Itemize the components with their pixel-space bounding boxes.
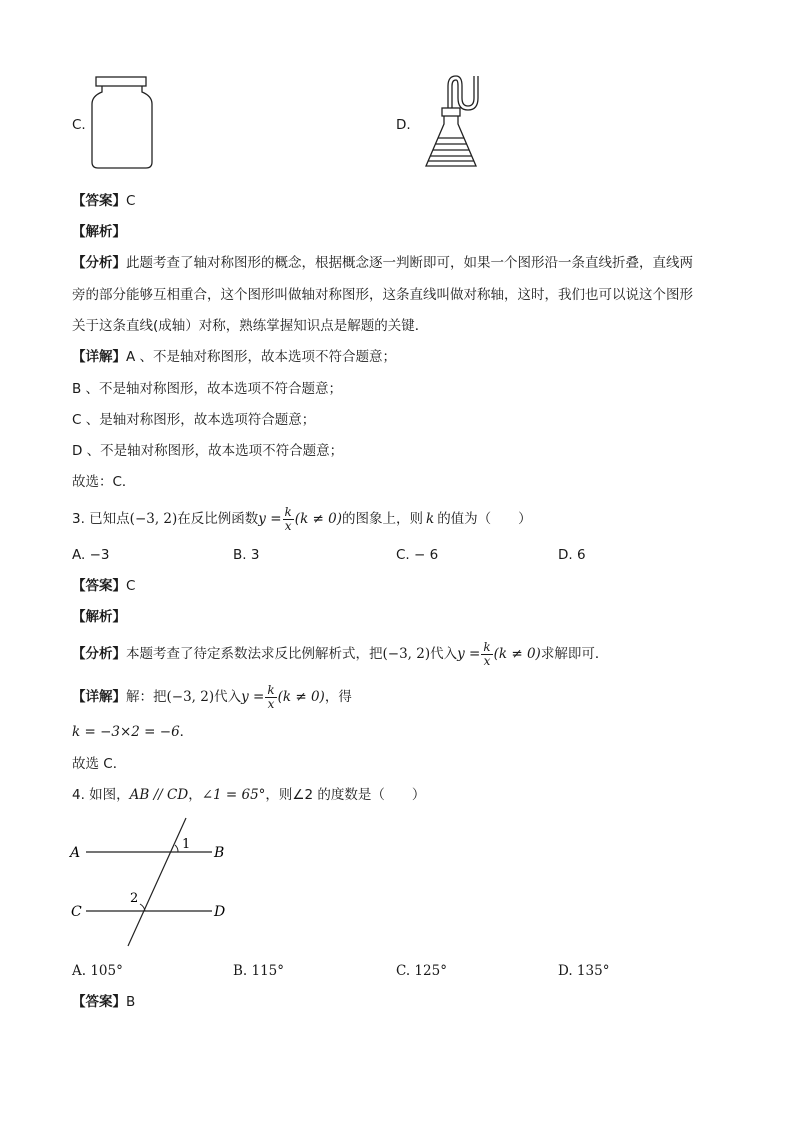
q4-option-b: B. 115° bbox=[233, 963, 285, 979]
q2-analysis-heading: 【解析】 bbox=[72, 224, 126, 240]
q2-detail-c: C 、是轴对称图形，故本选项符合题意； bbox=[72, 412, 316, 428]
q3-detail: 【详解】 解：把 (−3, 2) 代入 y = $\frac{k}{x}$ (k ≠ 0) ，得 bbox=[72, 682, 352, 711]
option-d-label: D. bbox=[396, 117, 411, 133]
label-a: A bbox=[70, 845, 81, 861]
label-1: 1 bbox=[182, 837, 191, 852]
label-2: 2 bbox=[130, 891, 139, 906]
q3-answer: 【答案】C bbox=[72, 578, 136, 594]
q3-analysis-heading: 【解析】 bbox=[72, 609, 126, 625]
q3-stem: 3. 已知点 (−3, 2) 在反比例函数 y = $\frac{k}{x}$ (k ≠ 0) 的图象上，则 k 的值为（ ） bbox=[72, 504, 532, 533]
q2-answer: 【答案】C bbox=[72, 193, 136, 209]
q2-fenxi-line3: 关于这条直线(成轴）对称，熟练掌握知识点是解题的关键． bbox=[72, 318, 429, 334]
flask-icon bbox=[422, 72, 492, 174]
q3-option-d: D. 6 bbox=[558, 547, 586, 563]
transversal bbox=[128, 818, 186, 946]
q2-detail-b: B 、不是轴对称图形，故本选项不符合题意； bbox=[72, 381, 343, 397]
q4-answer: 【答案】B bbox=[72, 994, 136, 1010]
q3-fenxi: 【分析】 本题考查了待定系数法求反比例解析式，把 (−3, 2) 代入 y = $\frac{k}{x}$ (k ≠ 0) 求解即可． bbox=[72, 639, 609, 668]
q2-conclusion: 故选：C． bbox=[72, 474, 136, 490]
label-b: B bbox=[214, 845, 225, 861]
q3-conclusion: 故选 C． bbox=[72, 756, 127, 772]
q4-option-d: D. 135° bbox=[558, 963, 610, 979]
label-c: C bbox=[71, 904, 82, 920]
label-d: D bbox=[214, 904, 226, 920]
angle2-arc bbox=[140, 904, 145, 911]
parallel-lines-figure bbox=[68, 814, 238, 950]
q4-option-c: C. 125° bbox=[396, 963, 447, 979]
q3-option-c: C. − 6 bbox=[396, 547, 439, 563]
angle1-arc bbox=[175, 845, 178, 852]
q2-fenxi-line1: 【分析】此题考查了轴对称图形的概念，根据概念逐一判断即可，如果一个图形沿一条直线折叠，直线两 bbox=[72, 255, 693, 271]
q4-stem: 4. 如图，AB // CD，∠1 = 65°，则∠2 的度数是（ ） bbox=[72, 787, 426, 803]
q3-calc: k = −3×2 = −6． bbox=[72, 724, 194, 740]
option-c-label: C. bbox=[72, 117, 86, 133]
q2-detail-d: D 、不是轴对称图形，故本选项不符合题意； bbox=[72, 443, 344, 459]
q3-option-b: B. 3 bbox=[233, 547, 260, 563]
q2-detail-a: 【详解】A 、不是轴对称图形，故本选项不符合题意； bbox=[72, 349, 397, 365]
q4-option-a: A. 105° bbox=[72, 963, 123, 979]
jar-icon bbox=[90, 76, 154, 170]
k-over-x-fraction: $\frac{k}{x}$ bbox=[284, 504, 292, 533]
q3-option-a: A. −3 bbox=[72, 547, 110, 563]
q2-fenxi-line2: 旁的部分能够互相重合，这个图形叫做轴对称图形，这条直线叫做对称轴，这时，我们也可以说这个图形 bbox=[72, 287, 693, 303]
